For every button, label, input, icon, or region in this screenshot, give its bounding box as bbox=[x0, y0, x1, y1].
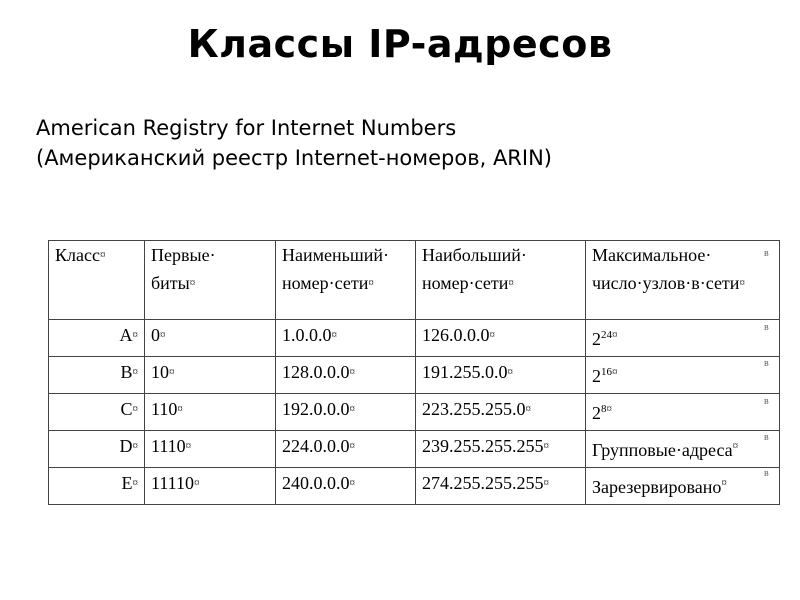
class-cell: C¤ bbox=[49, 394, 145, 431]
first-bits-cell: 0¤ bbox=[145, 320, 276, 357]
max-network-cell: 223.255.255.0¤ bbox=[416, 394, 586, 431]
max-hosts-cell: Зарезервировано¤ bbox=[586, 468, 780, 505]
row-end-mark: ʙ bbox=[764, 358, 769, 369]
header-cell: Максимальное· число·узлов·в·сети¤ bbox=[586, 241, 780, 320]
max-hosts-cell: $2^{16¤}$ bbox=[586, 357, 780, 394]
table-row bbox=[49, 357, 780, 394]
first-bits-cell: 11110¤ bbox=[145, 468, 276, 505]
table-row bbox=[49, 431, 780, 468]
table-row bbox=[49, 394, 780, 431]
class-cell: B¤ bbox=[49, 357, 145, 394]
max-hosts-cell: Групповые·адреса¤ bbox=[586, 431, 780, 468]
slide-subtitle: American Registry for Internet Numbers (Американский реестр Internet-номеров, ARIN) bbox=[36, 116, 552, 170]
table-header-row bbox=[49, 241, 780, 320]
max-network-cell: 126.0.0.0¤ bbox=[416, 320, 586, 357]
min-network-cell: 224.0.0.0¤ bbox=[276, 431, 416, 468]
class-cell: A¤ bbox=[49, 320, 145, 357]
min-network-cell: 240.0.0.0¤ bbox=[276, 468, 416, 505]
header-cell: Наименьший· номер·сети¤ bbox=[276, 241, 416, 320]
header-cell: Наибольший· номер·сети¤ bbox=[416, 241, 586, 320]
min-network-cell: 192.0.0.0¤ bbox=[276, 394, 416, 431]
max-network-cell: 191.255.0.0¤ bbox=[416, 357, 586, 394]
class-cell: E¤ bbox=[49, 468, 145, 505]
max-hosts-cell: $2^{24¤}$ bbox=[586, 320, 780, 357]
slide-title: Классы IP-адресов bbox=[187, 22, 613, 66]
first-bits-cell: 10¤ bbox=[145, 357, 276, 394]
header-cell: Класс¤ bbox=[49, 241, 145, 320]
header-cell: Первые· биты¤ bbox=[145, 241, 276, 320]
row-end-mark: ʙ bbox=[764, 248, 769, 259]
ip-classes-table bbox=[48, 240, 780, 505]
row-end-mark: ʙ bbox=[764, 468, 769, 479]
row-end-mark: ʙ bbox=[764, 396, 769, 407]
min-network-cell: 128.0.0.0¤ bbox=[276, 357, 416, 394]
max-network-cell: 274.255.255.255¤ bbox=[416, 468, 586, 505]
row-end-mark: ʙ bbox=[764, 322, 769, 333]
max-hosts-cell: $2^{8¤}$ bbox=[586, 394, 780, 431]
min-network-cell: 1.0.0.0¤ bbox=[276, 320, 416, 357]
table-row bbox=[49, 468, 780, 505]
row-end-mark: ʙ bbox=[764, 432, 769, 443]
class-cell: D¤ bbox=[49, 431, 145, 468]
table-row bbox=[49, 320, 780, 357]
first-bits-cell: 1110¤ bbox=[145, 431, 276, 468]
max-network-cell: 239.255.255.255¤ bbox=[416, 431, 586, 468]
first-bits-cell: 110¤ bbox=[145, 394, 276, 431]
